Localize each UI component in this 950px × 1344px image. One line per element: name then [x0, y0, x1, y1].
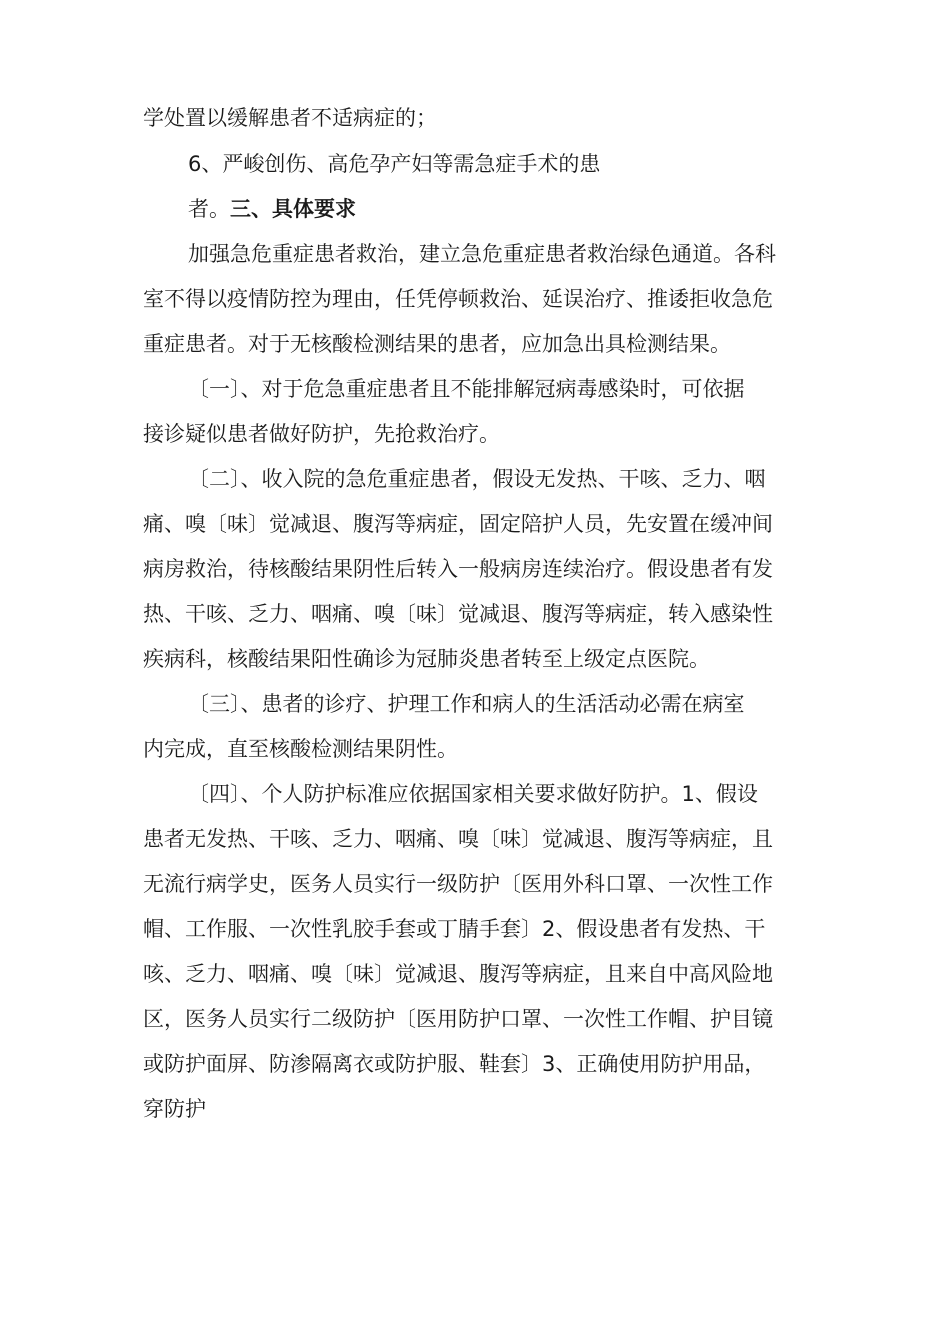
- text-line-9: 〔二〕、收入院的急危重症患者，假设无发热、干咳、乏力、咽: [188, 467, 766, 491]
- text-line-19: 帽、工作服、一次性乳胶手套或丁腈手套〕2、假设患者有发热、干: [143, 917, 766, 941]
- text-line-7: 〔一〕、对于危急重症患者且不能排解冠病毒感染时，可依据: [188, 377, 745, 401]
- text-line-10: 痛、嗅〔味〕觉减退、腹泻等病症，固定陪护人员，先安置在缓冲间: [143, 512, 773, 536]
- text-line-22: 或防护面屏、防渗隔离衣或防护服、鞋套〕3、正确使用防护用品，: [143, 1052, 766, 1076]
- text-line-21: 区，医务人员实行二级防护〔医用防护口罩、一次性工作帽、护目镜: [143, 1007, 773, 1031]
- text-line-4: 加强急危重症患者救治，建立急危重症患者救治绿色通道。各科: [188, 242, 776, 266]
- text-line-23: 穿防护: [143, 1097, 206, 1121]
- text-line-18: 无流行病学史，医务人员实行一级防护〔医用外科口罩、一次性工作: [143, 872, 773, 896]
- text-line-15: 内完成，直至核酸检测结果阴性。: [143, 737, 458, 761]
- text-line-11: 病房救治，待核酸结果阴性后转入一般病房连续治疗。假设患者有发: [143, 557, 773, 581]
- text-line-3: [188, 194, 356, 224]
- text-line-6: 重症患者。对于无核酸检测结果的患者，应加急出具检测结果。: [143, 332, 731, 356]
- text-line-13: 疾病科，核酸结果阳性确诊为冠肺炎患者转至上级定点医院。: [143, 647, 710, 671]
- text-line-20: 咳、乏力、咽痛、嗅〔味〕觉减退、腹泻等病症，且来自中高风险地: [143, 962, 773, 986]
- text-line-12: 热、干咳、乏力、咽痛、嗅〔味〕觉减退、腹泻等病症，转入感染性: [143, 602, 773, 626]
- text-line-2: 6、严峻创伤、高危孕产妇等需急症手术的患: [188, 152, 601, 176]
- section-heading: 三、具体要求: [230, 197, 356, 221]
- text-line-17: 患者无发热、干咳、乏力、咽痛、嗅〔味〕觉减退、腹泻等病症，且: [143, 827, 773, 851]
- text-line-14: 〔三〕、患者的诊疗、护理工作和病人的生活活动必需在病室: [188, 692, 745, 716]
- text-line-5: 室不得以疫情防控为理由，任凭停顿救治、延误治疗、推诿拒收急危: [143, 287, 773, 311]
- text-line-16: 〔四〕、个人防护标准应依据国家相关要求做好防护。1、假设: [188, 782, 758, 806]
- text-line-1: 学处置以缓解患者不适病症的；: [143, 106, 437, 130]
- text-line-8: 接诊疑似患者做好防护，先抢救治疗。: [143, 422, 500, 446]
- text-fragment: 者。: [188, 197, 230, 221]
